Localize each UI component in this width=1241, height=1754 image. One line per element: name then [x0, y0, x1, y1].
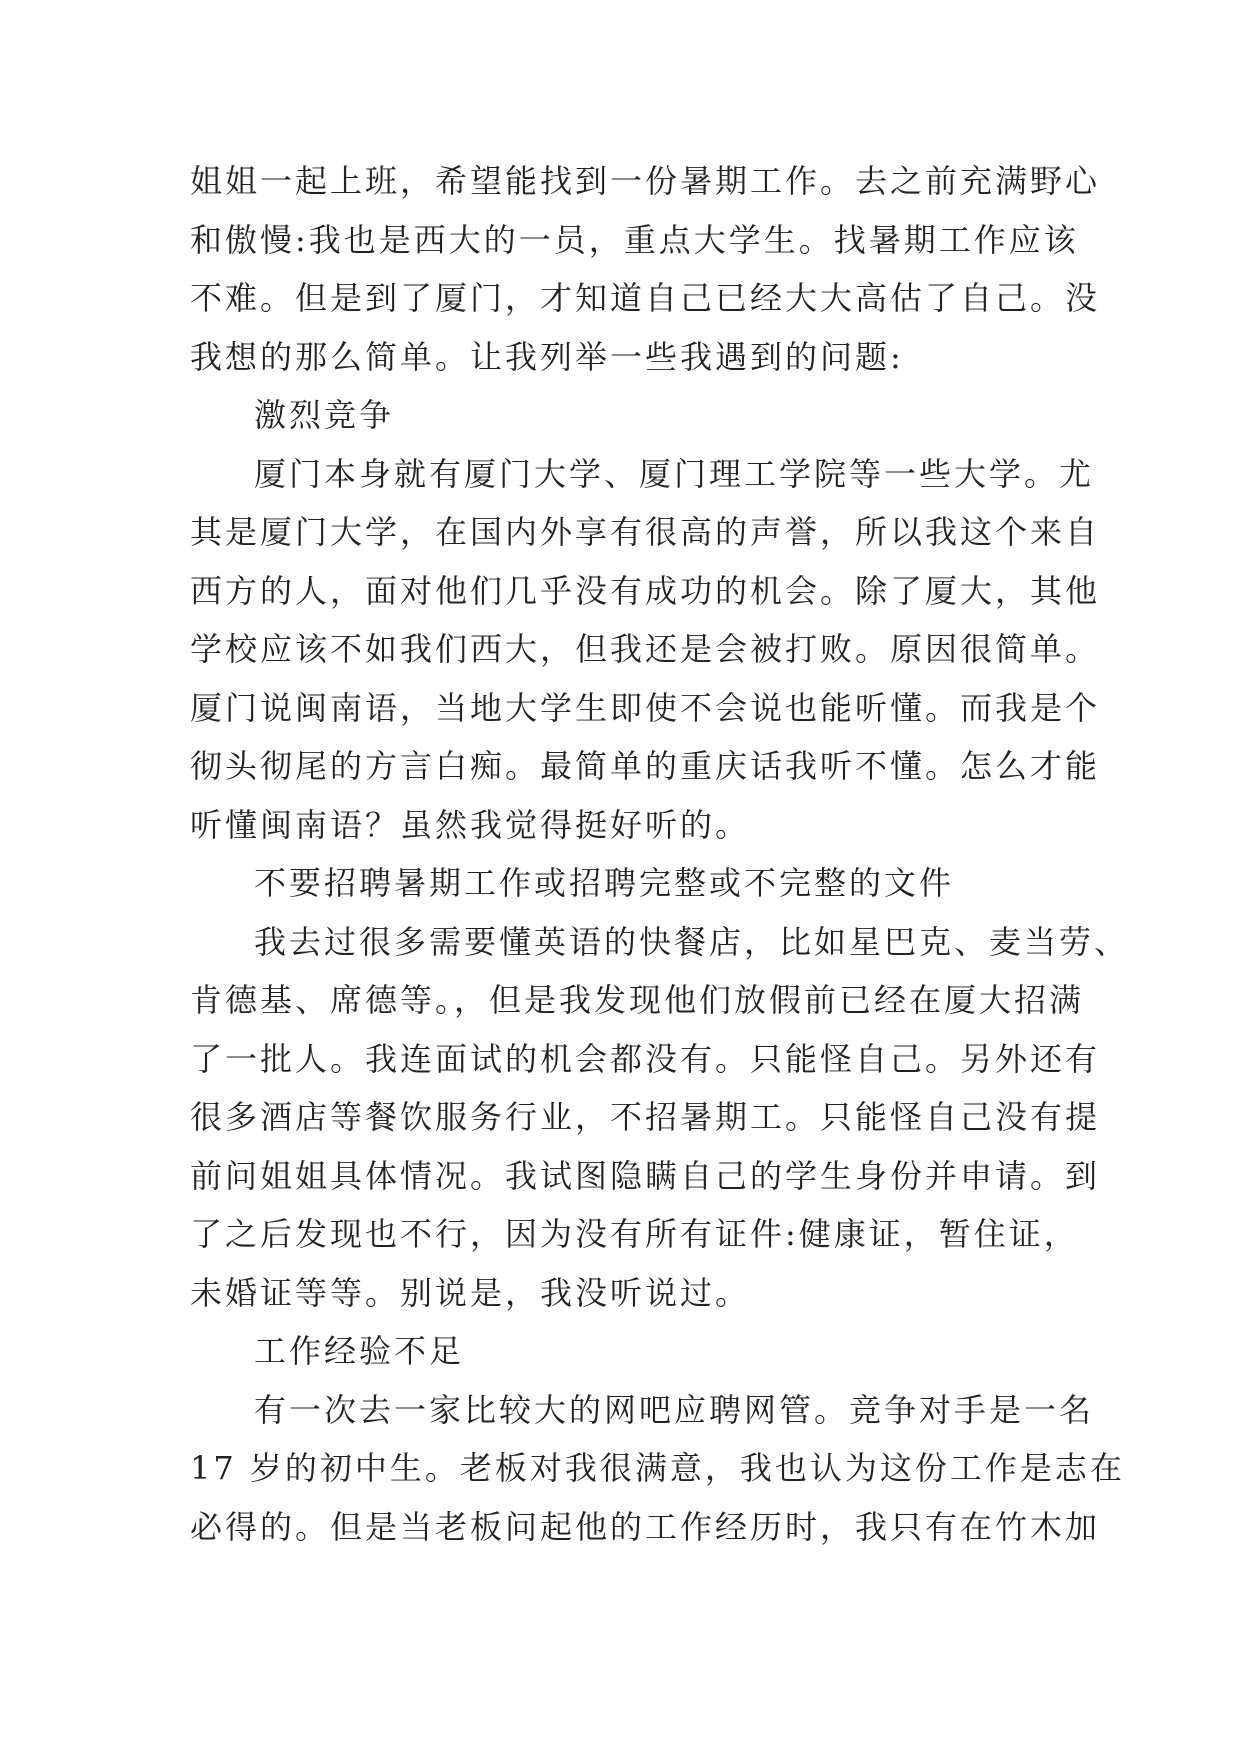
text-line: 前问姐姐具体情况。我试图隐瞒自己的学生身份并申请。到 — [190, 1156, 1101, 1195]
text-line: 我想的那么简单。让我列举一些我遇到的问题: — [190, 337, 904, 376]
text-line: 彻头彻尾的方言白痴。最简单的重庆话我听不懂。怎么才能 — [190, 747, 1101, 785]
text-line: 了一批人。我连面试的机会都没有。只能怪自己。另外还有 — [190, 1039, 1101, 1078]
text-line: 必得的。但是当老板问起他的工作经历时，我只有在竹木加 — [190, 1507, 1101, 1546]
paragraph-start-line: 我去过很多需要懂英语的快餐店，比如星巴克、麦当劳、 — [254, 922, 1130, 961]
text-line: 其是厦门大学，在国内外享有很高的声誉，所以我这个来自 — [190, 513, 1101, 551]
section-heading: 不要招聘暑期工作或招聘完整或不完整的文件 — [254, 864, 955, 902]
body-text — [190, 152, 1130, 1556]
text-line: 未婚证等等。别说是，我没听说过。 — [190, 1273, 751, 1312]
text-line: 姐姐一起上班，希望能找到一份暑期工作。去之前充满野心 — [190, 162, 1101, 200]
text-line: 和傲慢:我也是西大的一员，重点大学生。找暑期工作应该 — [190, 220, 1079, 259]
paragraph-start-line: 有一次去一家比较大的网吧应聘网管。竞争对手是一名 — [254, 1390, 1095, 1429]
section-heading: 激烈竞争 — [254, 396, 395, 434]
text-line: 西方的人，面对他们几乎没有成功的机会。除了厦大，其他 — [190, 571, 1101, 610]
text-line: 学校应该不如我们西大，但我还是会被打败。原因很简单。 — [190, 630, 1101, 668]
text-line: 厦门说闽南语，当地大学生即使不会说也能听懂。而我是个 — [190, 688, 1101, 727]
text-line: 了之后发现也不行，因为没有所有证件:健康证，暂住证， — [190, 1215, 1079, 1253]
text-line: 不难。但是到了厦门，才知道自己已经大大高估了自己。没 — [190, 279, 1101, 317]
text-line: 听懂闽南语？虽然我觉得挺好听的。 — [190, 805, 751, 844]
paragraph-start-line: 厦门本身就有厦门大学、厦门理工学院等一些大学。尤 — [254, 454, 1095, 493]
text-line: 17 岁的初中生。老板对我很满意，我也认为这份工作是志在 — [190, 1449, 1125, 1487]
section-heading: 工作经验不足 — [254, 1332, 465, 1370]
text-line: 肯德基、席德等。，但是我发现他们放假前已经在厦大招满 — [190, 981, 1085, 1019]
text-line: 很多酒店等餐饮服务行业，不招暑期工。只能怪自己没有提 — [190, 1098, 1101, 1136]
